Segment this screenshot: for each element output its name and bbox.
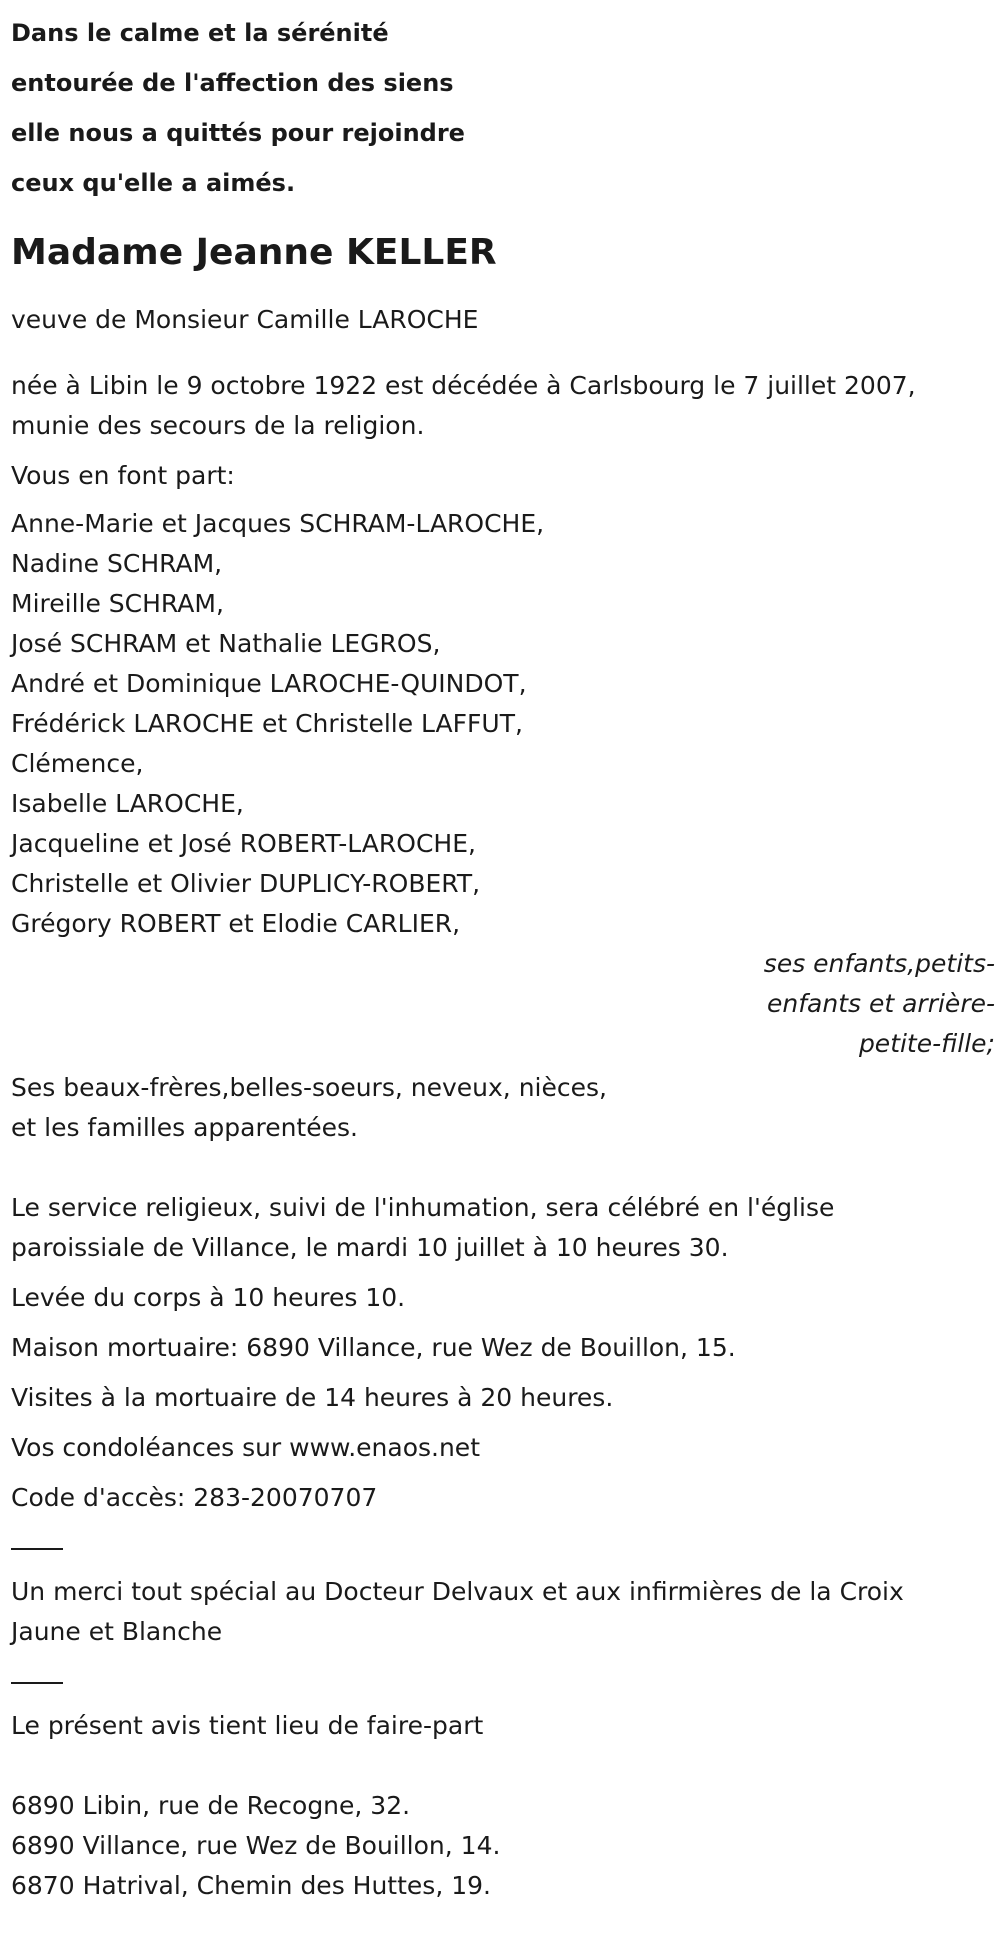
birth-death-line: munie des secours de la religion. [11, 411, 425, 440]
family-member: Frédérick LAROCHE et Christelle LAFFUT, [11, 709, 523, 738]
address-line: 6870 Hatrival, Chemin des Huttes, 19. [11, 1871, 491, 1900]
thanks-note [11, 1572, 991, 1652]
condolences-line: Vos condoléances sur www.enaos.net [11, 1433, 480, 1462]
service-line: paroissiale de Villance, le mardi 10 juillet à 10 heures 30. [11, 1233, 729, 1262]
announcement [11, 456, 991, 496]
access-code-line: Code d'accès: 283-20070707 [11, 1483, 378, 1512]
extended-family-line: et les familles apparentées. [11, 1113, 358, 1142]
lifting-line: Levée du corps à 10 heures 10. [11, 1283, 406, 1312]
service-line: Le service religieux, suivi de l'inhumation, sera célébré en l'église [11, 1193, 835, 1222]
extended-family-line: Ses beaux-frères,belles-soeurs, neveux, nièces, [11, 1073, 607, 1102]
family-member: Grégory ROBERT et Elodie CARLIER, [11, 909, 461, 938]
intro-line: ceux qu'elle a aimés. [11, 169, 296, 197]
lifting-time [11, 1278, 991, 1318]
relation-line: petite-fille; [858, 1029, 995, 1058]
family-member: Nadine SCHRAM, [11, 549, 223, 578]
birth-death-line: née à Libin le 9 octobre 1922 est décédée à Carlsbourg le 7 juillet 2007, [11, 371, 916, 400]
announcement-line: Vous en font part: [11, 461, 235, 490]
service-details [11, 1188, 991, 1268]
separator [11, 1548, 63, 1550]
intro-line: elle nous a quittés pour rejoindre [11, 119, 465, 147]
family-member: André et Dominique LAROCHE-QUINDOT, [11, 669, 527, 698]
notice-statement [11, 1706, 991, 1746]
separator [11, 1682, 63, 1684]
visits-line: Visites à la mortuaire de 14 heures à 20 heures. [11, 1383, 614, 1412]
mortuary-line: Maison mortuaire: 6890 Villance, rue Wez de Bouillon, 15. [11, 1333, 736, 1362]
widow-of-line: veuve de Monsieur Camille LAROCHE [11, 305, 479, 334]
birth-death-paragraph [11, 366, 991, 446]
relation-line: enfants et arrière- [767, 989, 995, 1018]
relation-note [11, 944, 995, 1064]
address-line: 6890 Villance, rue Wez de Bouillon, 14. [11, 1831, 501, 1860]
thanks-line: Jaune et Blanche [11, 1617, 223, 1646]
intro-line: entourée de l'affection des siens [11, 69, 454, 97]
intro-verse [11, 0, 991, 208]
thanks-line: Un merci tout spécial au Docteur Delvaux et aux infirmières de la Croix [11, 1577, 904, 1606]
widow-of [11, 300, 991, 340]
intro-line: Dans le calme et la sérénité [11, 19, 389, 47]
mortuary-address [11, 1328, 991, 1368]
address-line: 6890 Libin, rue de Recogne, 32. [11, 1791, 411, 1820]
family-member: Mireille SCHRAM, [11, 589, 224, 618]
extended-family [11, 1068, 991, 1148]
obituary-notice [11, 0, 995, 1906]
family-member: Isabelle LAROCHE, [11, 789, 244, 818]
family-member: Jacqueline et José ROBERT-LAROCHE, [11, 829, 476, 858]
family-member: Christelle et Olivier DUPLICY-ROBERT, [11, 869, 481, 898]
family-member: Anne-Marie et Jacques SCHRAM-LAROCHE, [11, 509, 545, 538]
condolences [11, 1428, 991, 1468]
family-member: José SCHRAM et Nathalie LEGROS, [11, 629, 441, 658]
addresses [11, 1786, 991, 1906]
family-list [11, 504, 991, 944]
notice-line: Le présent avis tient lieu de faire-part [11, 1711, 484, 1740]
deceased-name: Madame Jeanne KELLER [11, 232, 497, 273]
visiting-hours [11, 1378, 991, 1418]
relation-line: ses enfants,petits- [763, 949, 995, 978]
family-member: Clémence, [11, 749, 144, 778]
access-code [11, 1478, 991, 1518]
